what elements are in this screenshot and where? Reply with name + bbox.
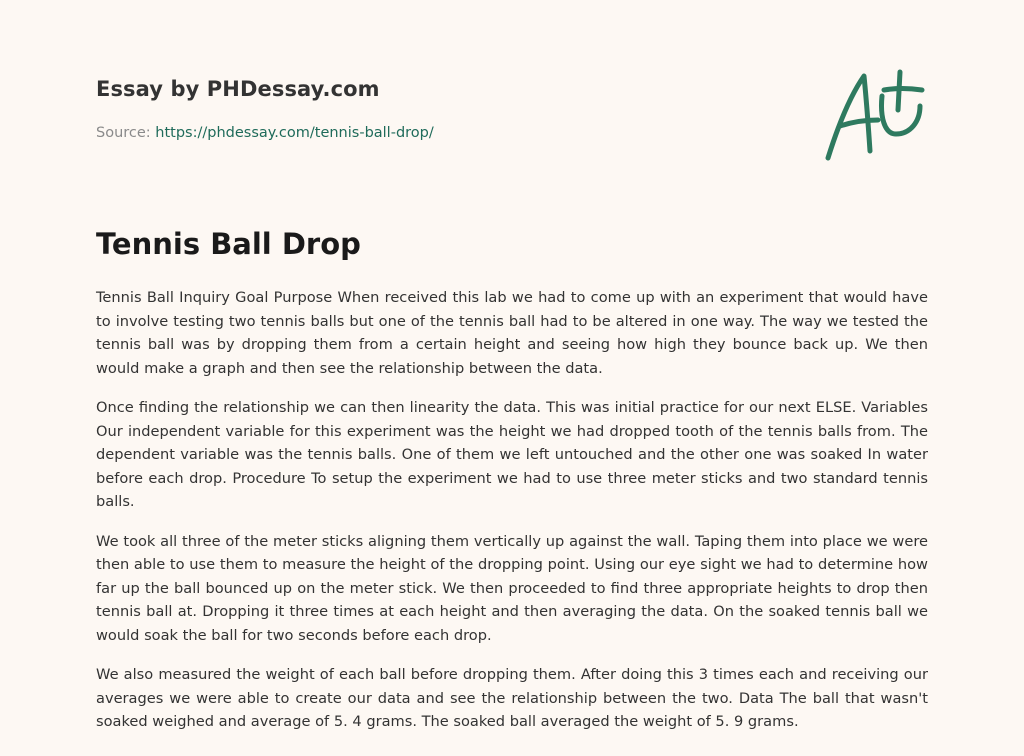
paragraph: Tennis Ball Inquiry Goal Purpose When received this lab we had to come up with an experiment that would have to involve testing two tennis balls but one of the tennis ball had to be altered in one way. The way we tested the tennis ball was by dropping them from a certain height and seeing how high they bounce back up. We then would make a graph and then see the relationship between the data. [96, 289, 928, 377]
brand-title: Essay by PHDessay.com [96, 77, 380, 101]
source-link[interactable]: https://phdessay.com/tennis-ball-drop/ [155, 125, 434, 141]
essay-header [96, 74, 816, 143]
essay-title: Tennis Ball Drop [96, 227, 361, 261]
paragraph: Once finding the relationship we can then linearity the data. This was initial practice for our next ELSE. Variables Our independent variable for this experiment was the height we had dropped tooth of the tennis balls from. The dependent variable was the tennis balls. One of them we left untouched and the other one was soaked In water before each drop. Procedure To setup the experiment we had to use three meter sticks and two standard tennis balls. [96, 399, 928, 510]
paragraph: We took all three of the meter sticks aligning them vertically up against the wall. Taping them into place we were then able to use them to measure the height of the dropping point. Using our eye sight we had to determine how far up the ball bounced up on the meter stick. We then proceeded to find three appropriate heights to drop then tennis ball at. Dropping it three times at each height and then averaging the data. On the soaked tennis ball we would soak the ball for two seconds before each drop. [96, 532, 928, 644]
a-plus-grade-icon [820, 66, 930, 166]
paragraph: We also measured the weight of each ball before dropping them. After doing this 3 times each and receiving our averages we were able to create our data and see the relationship between the two. Data The ball that wasn't soaked weighed and average of 5. 4 grams. The soaked ball averaged the weight of 5. 9 grams. [96, 666, 928, 730]
source-line [96, 123, 816, 143]
source-label: Source: [96, 125, 156, 141]
essay-body [96, 286, 928, 750]
